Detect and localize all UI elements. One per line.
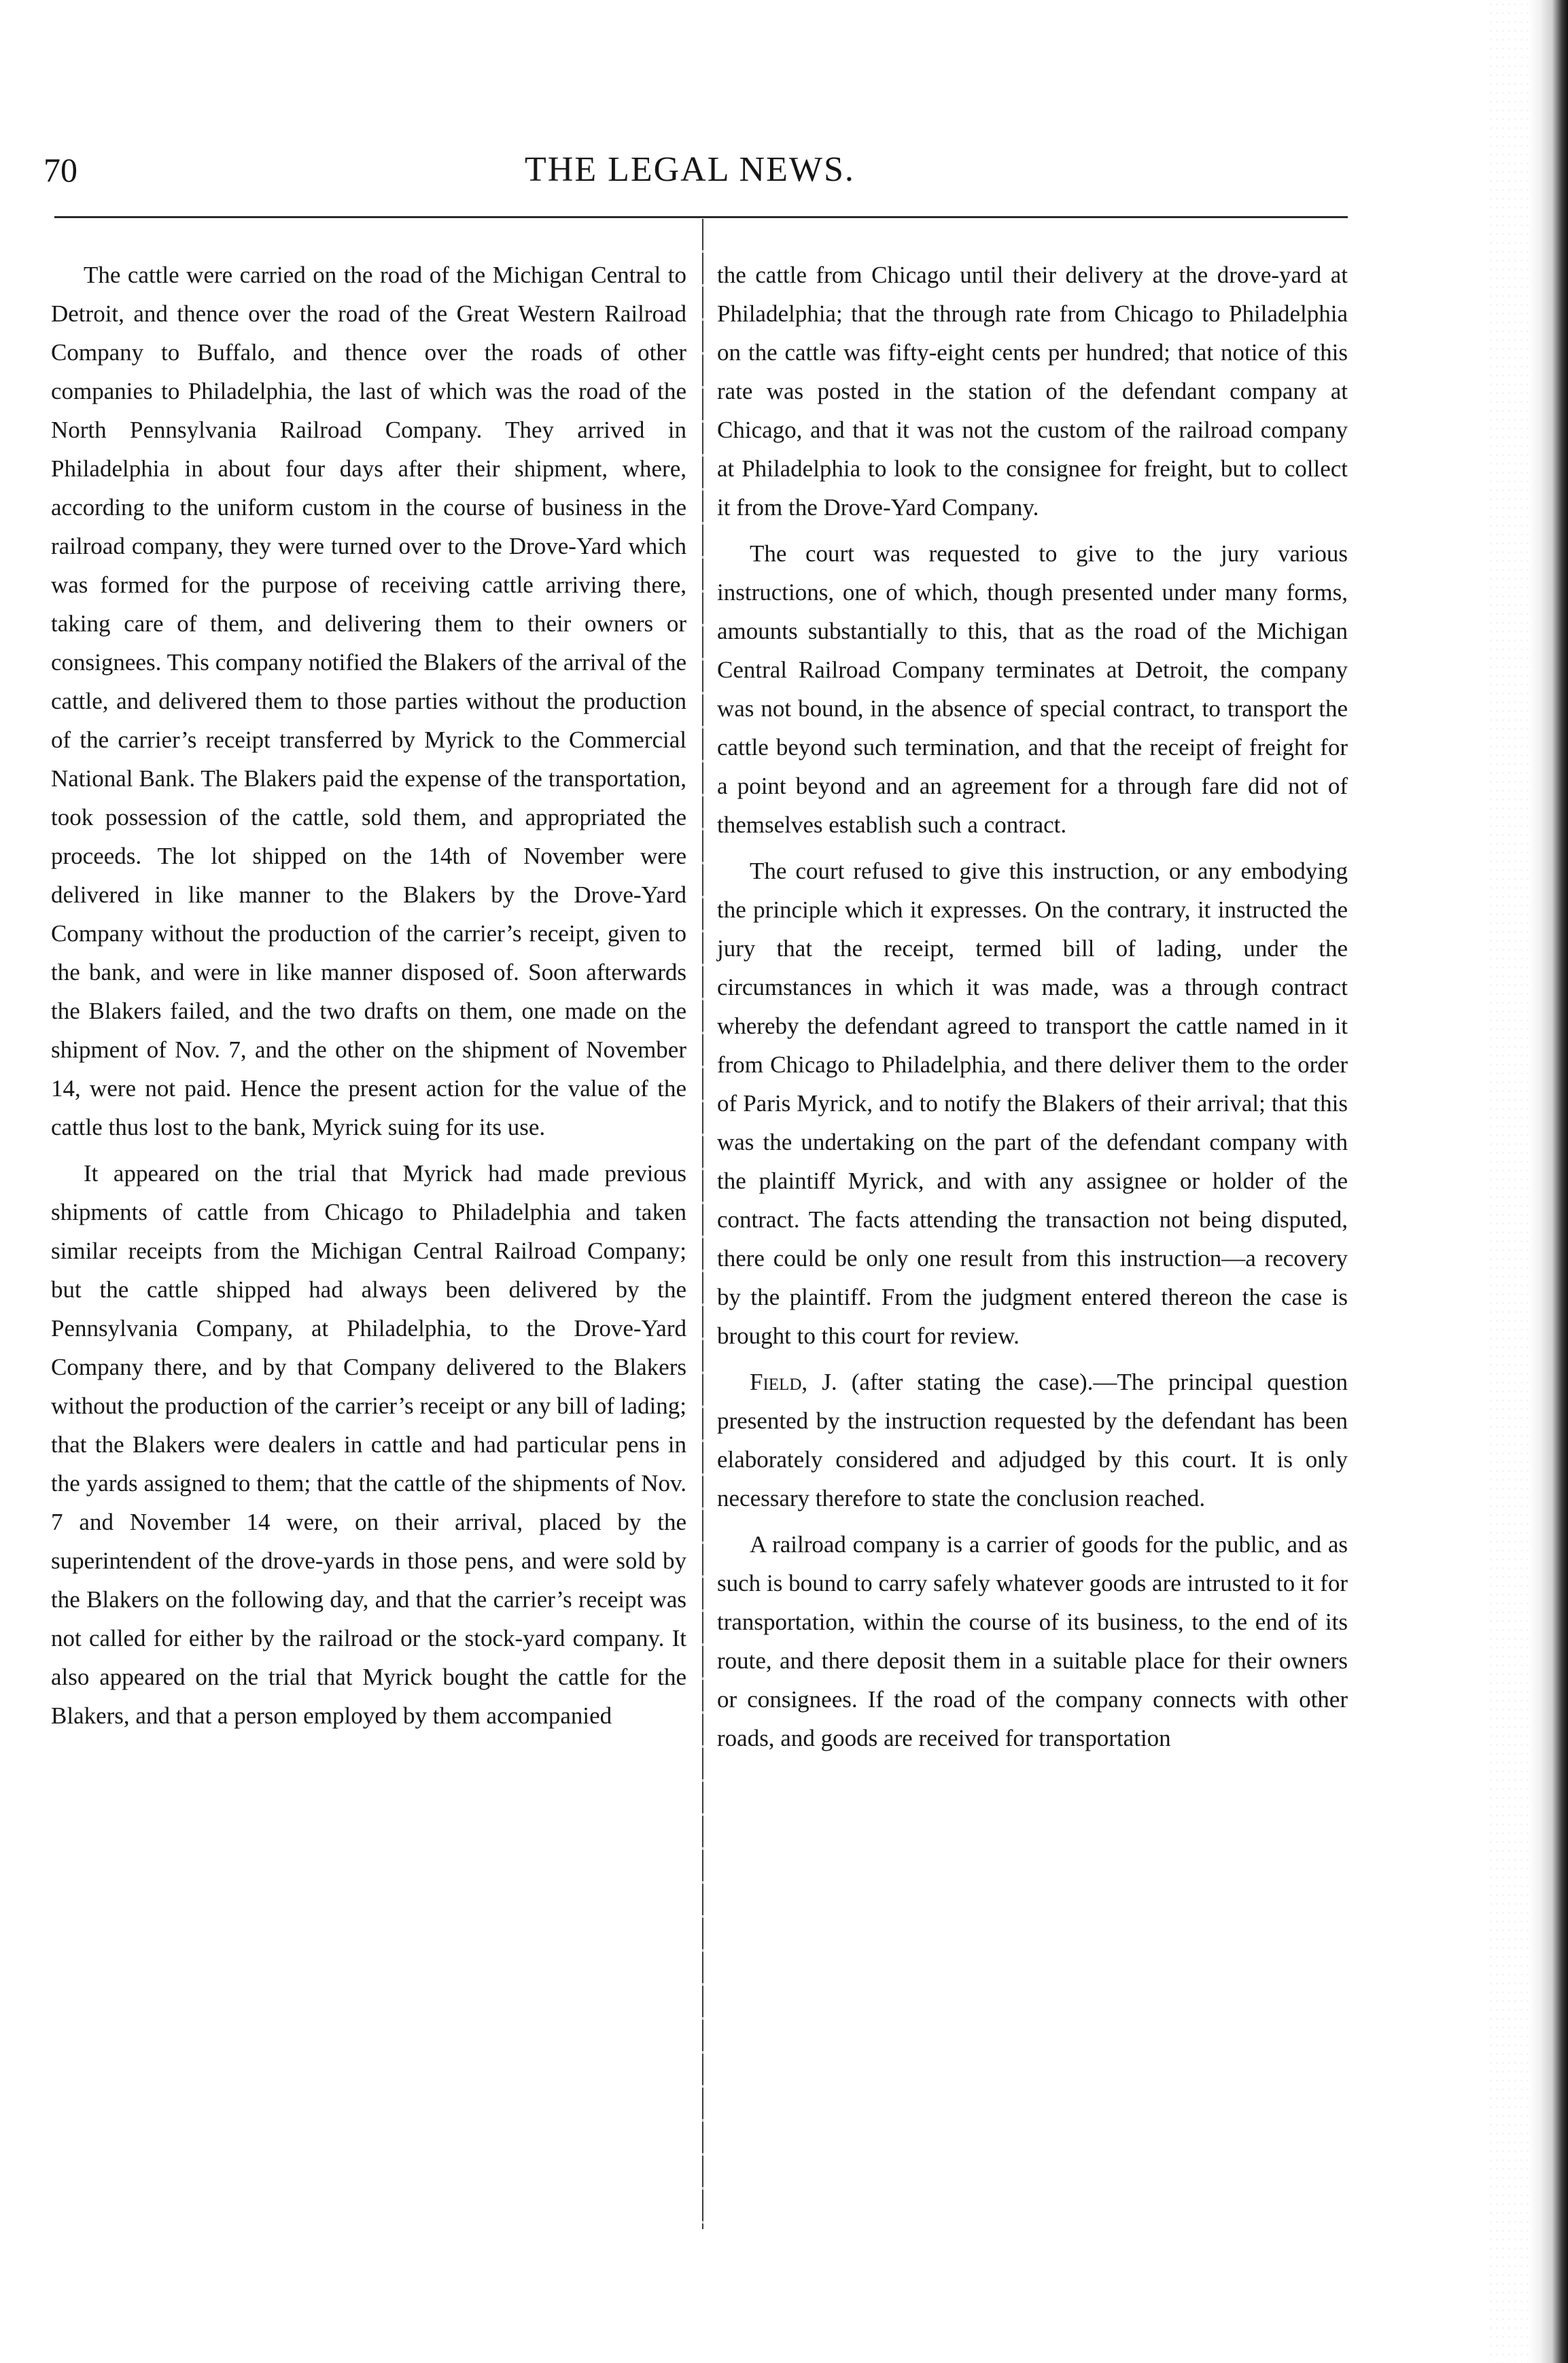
right-column bbox=[717, 256, 1348, 1765]
right-paragraph-4 bbox=[717, 1363, 1348, 1518]
right-paragraph-2: The court was requested to give to the jury various instructions, one of which, though presented under many forms, amounts substantially to this, that as the road of the Michigan Central Railroad Company terminates at Detroit, the company was not bound, in the absence of special contract, to transport the cattle beyond such termination, and that the receipt of freight for a point beyond and an agreement for a through fare did not of themselves establish such a contract. bbox=[717, 540, 1348, 838]
judge-name: Field, J. bbox=[750, 1369, 837, 1395]
page-header bbox=[0, 146, 1568, 194]
right-paragraph-5: A railroad company is a carrier of goods for the public, and as such is bound to carry safely whatever goods are intrusted to it for transportation, within the course of its business, to the end of its route, and there deposit them in a suitable place for their owners or consignees. If the road of the company connects with other roads, and goods are received for transportation bbox=[717, 1531, 1348, 1751]
scan-page-edge bbox=[1529, 0, 1568, 2363]
opinion-opening-text: (after stating the case).—The principal question presented by the instruction requested by the defendant has been elaborately considered and adjudged by this court. It is only necessary therefore to state the conclusion reached. bbox=[717, 1369, 1348, 1511]
left-paragraph-1: The cattle were carried on the road of the Michigan Central to Detroit, and thence over the road of the Great Western Railroad Company to Buffalo, and thence over the roads of other companies to Philadelphia, the last of which was the road of the North Pennsylvania Railroad Company. They arrived in Philadelphia in about four days after their shipment, where, according to the uniform custom in the course of business in the railroad company, they were turned over to the Drove-Yard which was formed for the purpose of receiving cattle arriving there, taking care of them, and delivering them to their owners or consignees. This company notified the Blakers of the arrival of the cattle, and delivered them to those parties without the production of the carrier’s receipt transferred by Myrick to the Commercial National Bank. The Blakers paid the expense of the transportation, took possession of the cattle, sold them, and appropriated the proceeds. The lot shipped on the 14th of November were delivered in like manner to the Blakers by the Drove-Yard Company without the production of the carrier’s receipt, given to the bank, and were in like manner disposed of. Soon afterwards the Blakers failed, and the two drafts on them, one made on the shipment of Nov. 7, and the other on the shipment of November 14, were not paid. Hence the present action for the value of the cattle thus lost to the bank, Myrick suing for its use. bbox=[51, 262, 686, 1140]
journal-title: THE LEGAL NEWS. bbox=[525, 150, 855, 189]
left-column bbox=[51, 256, 686, 1743]
header-rule bbox=[54, 216, 1348, 218]
column-divider bbox=[702, 219, 703, 2229]
right-paragraph-3: The court refused to give this instruction, or any embodying the principle which it expresses. On the contrary, it instructed the jury that the receipt, termed bill of lading, under the circumstances in which it was made, was a through contract whereby the defendant agreed to transport the cattle named in it from Chicago to Philadelphia, and there deliver them to the order of Paris Myrick, and to notify the Blakers of their arrival; that this was the undertaking on the part of the defendant company with the plaintiff Myrick, and with any assignee or holder of the contract. The facts attending the transaction not being disputed, there could be only one result from this instruction—a recovery by the plaintiff. From the judgment entered thereon the case is brought to this court for review. bbox=[717, 858, 1348, 1349]
left-paragraph-2: It appeared on the trial that Myrick had made previous shipments of cattle from Chicago to Philadelphia and taken similar receipts from the Michigan Central Railroad Company; but the cattle shipped had always been delivered by the Pennsylvania Company, at Philadelphia, to the Drove-Yard Company there, and by that Company delivered to the Blakers without the production of the carrier’s receipt or any bill of lading; that the Blakers were dealers in cattle and had particular pens in the yards assigned to them; that the cattle of the shipments of Nov. 7 and November 14 were, on their arrival, placed by the superintendent of the drove-yards in those pens, and were sold by the Blakers on the following day, and that the carrier’s receipt was not called for either by the railroad or the stock-yard company. It also appeared on the trial that Myrick bought the cattle for the Blakers, and that a person employed by them accompanied bbox=[51, 1160, 686, 1729]
page-number: 70 bbox=[43, 151, 77, 189]
scan-edge-speckle bbox=[1488, 0, 1529, 2363]
right-paragraph-1: the cattle from Chicago until their delivery at the drove-yard at Philadelphia; that the through rate from Chicago to Philadelphia on the cattle was fifty-eight cents per hundred; that notice of this rate was posted in the station of the defendant company at Chicago, and that it was not the custom of the railroad company at Philadelphia to look to the consignee for freight, but to collect it from the Drove-Yard Company. bbox=[717, 262, 1348, 521]
